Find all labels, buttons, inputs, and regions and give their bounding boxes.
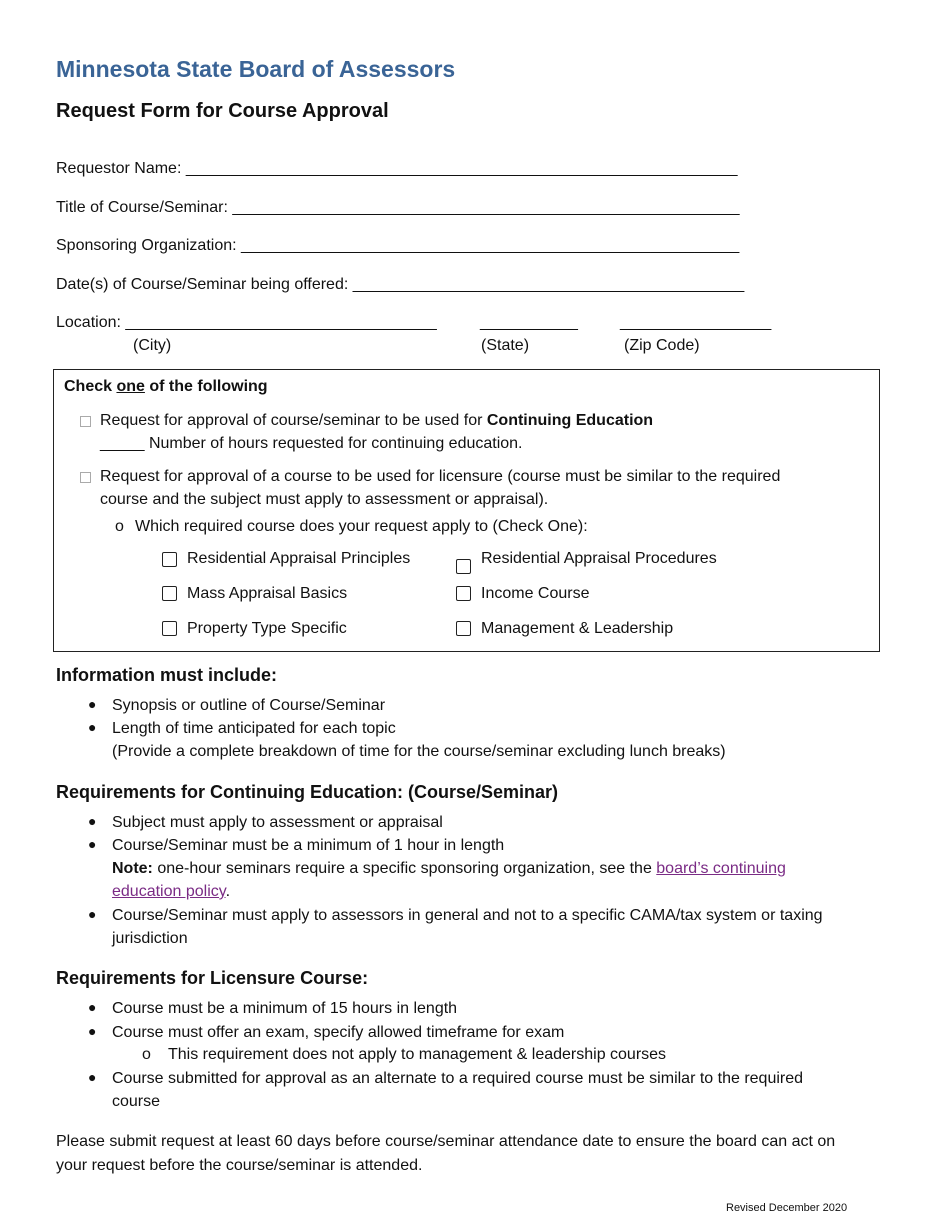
sub-list-item: This requirement does not apply to management & leadership courses — [168, 1046, 667, 1063]
info-heading: Information must include: — [56, 665, 278, 685]
location-zip-field[interactable]: _________________ — [620, 314, 772, 331]
revision-date: Revised December 2020 — [726, 1202, 848, 1214]
ce-requirements-heading: Requirements for Continuing Education: (Course/Seminar) — [56, 782, 559, 802]
state-caption: (State) — [481, 337, 530, 354]
bullet-icon: ● — [88, 696, 97, 712]
list-item-cont: course — [112, 1093, 161, 1110]
course-checkbox[interactable] — [456, 559, 471, 574]
circle-bullet-icon: o — [142, 1046, 151, 1063]
location-city-field[interactable]: Location: ___________________________________ — [56, 314, 437, 331]
licensure-requirements-heading: Requirements for Licensure Course: — [56, 968, 369, 988]
bullet-icon: ● — [88, 999, 97, 1015]
list-item: Subject must apply to assessment or appraisal — [112, 814, 443, 831]
requestor-name-field[interactable]: Requestor Name: ______________________________________________________________ — [56, 160, 738, 177]
check-one-heading — [64, 378, 268, 396]
course-label: Residential Appraisal Principles — [187, 550, 411, 567]
course-label: Residential Appraisal Procedures — [481, 550, 717, 567]
heading-pre: Check — [64, 378, 117, 395]
note-period: . — [225, 883, 231, 900]
ce-note — [112, 860, 786, 878]
course-checkbox[interactable] — [162, 621, 177, 636]
option1-bold: Continuing Education — [486, 412, 654, 429]
continuing-education-checkbox[interactable] — [80, 416, 91, 427]
course-checkbox[interactable] — [456, 621, 471, 636]
course-checkbox[interactable] — [162, 552, 177, 567]
circle-bullet-icon: o — [115, 518, 124, 535]
bullet-icon: ● — [88, 813, 97, 829]
location-state-field[interactable]: ___________ — [480, 314, 578, 331]
list-item: Course must be a minimum of 15 hours in length — [112, 1000, 458, 1017]
heading-post: of the following — [144, 378, 268, 395]
note-label: Note: — [112, 860, 153, 877]
bullet-icon: ● — [88, 836, 97, 852]
list-item: Synopsis or outline of Course/Seminar — [112, 697, 386, 714]
ce-hours-field[interactable]: _____ Number of hours requested for continuing education. — [100, 435, 523, 452]
zip-caption: (Zip Code) — [624, 337, 700, 354]
city-caption: (City) — [133, 337, 172, 354]
bullet-icon: ● — [88, 1069, 97, 1085]
list-item: Length of time anticipated for each topic — [112, 720, 396, 737]
course-dates-field[interactable]: Date(s) of Course/Seminar being offered: ____________________________________________ — [56, 276, 745, 293]
course-label: Mass Appraisal Basics — [187, 585, 348, 602]
heading-underline: one — [116, 378, 145, 395]
course-checkbox[interactable] — [456, 586, 471, 601]
bullet-icon: ● — [88, 1023, 97, 1039]
course-label: Income Course — [481, 585, 590, 602]
ce-note-line2 — [112, 883, 230, 901]
course-label: Property Type Specific — [187, 620, 347, 637]
list-item-cont: jurisdiction — [112, 930, 188, 947]
note-text: one-hour seminars require a specific sponsoring organization, see the — [152, 860, 657, 877]
list-item-note: (Provide a complete breakdown of time for the course/seminar excluding lunch breaks) — [112, 743, 726, 760]
licensure-checkbox[interactable] — [80, 472, 91, 483]
which-course-question: Which required course does your request apply to (Check One): — [135, 518, 588, 535]
organization-title: Minnesota State Board of Assessors — [56, 56, 456, 82]
list-item: Course/Seminar must be a minimum of 1 hour in length — [112, 837, 505, 854]
course-checkbox[interactable] — [162, 586, 177, 601]
bullet-icon: ● — [88, 906, 97, 922]
submission-note-line2: your request before the course/seminar is attended. — [56, 1157, 423, 1174]
option-licensure-line2: course and the subject must apply to assessment or appraisal). — [100, 491, 549, 508]
form-title: Request Form for Course Approval — [56, 100, 389, 122]
submission-note: Please submit request at least 60 days before course/seminar attendance date to ensure the board can act on — [56, 1133, 836, 1150]
option-continuing-education — [100, 412, 653, 430]
policy-link[interactable]: board’s continuing — [656, 860, 786, 877]
option1-text: Request for approval of course/seminar to be used for — [100, 412, 487, 429]
list-item: Course must offer an exam, specify allowed timeframe for exam — [112, 1024, 565, 1041]
bullet-icon: ● — [88, 719, 97, 735]
list-item: Course submitted for approval as an alternate to a required course must be similar to the required — [112, 1070, 804, 1087]
sponsoring-organization-field[interactable]: Sponsoring Organization: ________________________________________________________ — [56, 237, 740, 254]
course-title-field[interactable]: Title of Course/Seminar: _________________________________________________________ — [56, 199, 740, 216]
option-licensure-line1: Request for approval of a course to be used for licensure (course must be similar to the required — [100, 468, 781, 485]
course-label: Management & Leadership — [481, 620, 674, 637]
list-item: Course/Seminar must apply to assessors in general and not to a specific CAMA/tax system or taxing — [112, 907, 823, 924]
policy-link[interactable]: education policy — [112, 883, 226, 900]
